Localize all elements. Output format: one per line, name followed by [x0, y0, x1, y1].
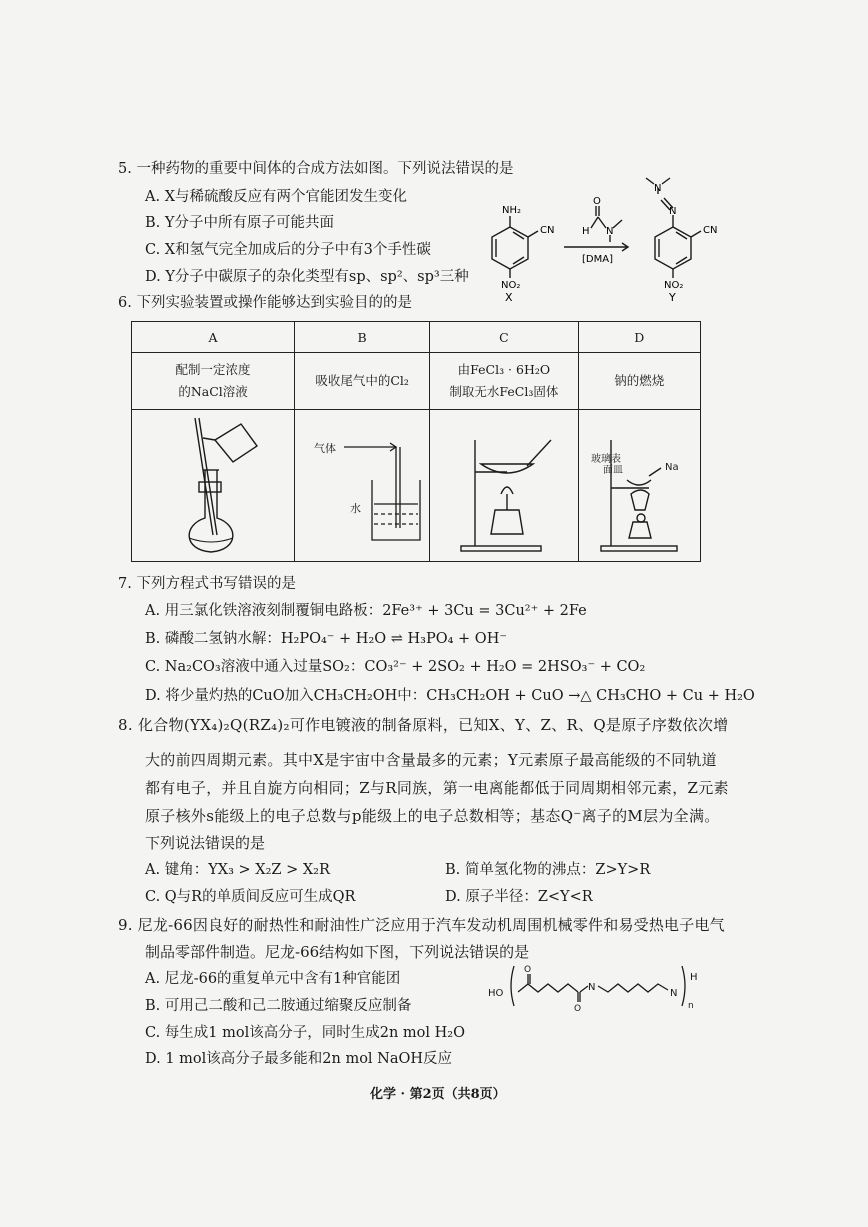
q6-desc-c: 由FeCl₃ · 6H₂O 制取无水FeCl₃固体 [430, 353, 578, 410]
nylon-o-bottom: O [574, 1004, 582, 1014]
q8-option-d: D. 原子半径：Z<Y<R [445, 889, 593, 905]
q5-y-no2: NO₂ [664, 280, 684, 291]
q8-option-c: C. Q与R的单质间反应可生成QR [145, 889, 356, 905]
q7-option-a: A. 用三氯化铁溶液刻制覆铜电路板：2Fe³⁺ + 3Cu = 3Cu²⁺ + 2Fe [145, 603, 587, 619]
q5-option-a: A. X与稀硫酸反应有两个官能团发生变化 [145, 189, 408, 205]
q5-dmf-h: H [582, 226, 590, 237]
q9-line-1: 9. 尼龙-66因良好的耐热性和耐油性广泛应用于汽车发动机周围机械零件和易受热电子电气 [118, 916, 725, 934]
nylon-n-1: N [588, 982, 596, 993]
q6-desc-a: 配制一定浓度 的NaCl溶液 [132, 353, 295, 410]
q6-header-d: D [578, 322, 700, 353]
q8-line-4: 原子核外s能级上的电子总数与p能级上的电子总数相等；基态Q⁻离子的M层为全满。 [145, 807, 720, 825]
q6-na-label: Na [665, 462, 679, 473]
q6-apparatus-c [430, 410, 578, 562]
q8-line-3: 都有电子，并且自旋方向相同；Z与R同族，第一电离能都低于同周期相邻元素，Z元素 [145, 779, 729, 797]
q5-dmf-o: O [593, 196, 601, 207]
evaporating-dish-icon [431, 410, 577, 558]
q7-option-c: C. Na₂CO₃溶液中通入过量SO₂：CO₃²⁻ + 2SO₂ + H₂O = 2HSO₃⁻ + CO₂ [145, 659, 646, 675]
beaker-icon [296, 410, 428, 558]
q9-option-c: C. 每生成1 mol该高分子，同时生成2n mol H₂O [145, 1025, 465, 1041]
q9-option-a: A. 尼龙-66的重复单元中含有1种官能团 [145, 971, 401, 987]
q6-gas-label: 气体 [314, 442, 337, 455]
nylon-o-top: O [524, 965, 532, 975]
q6-header-a: A [132, 322, 295, 353]
q8-line-1: 8. 化合物(YX₄)₂Q(RZ₄)₂可作电镀液的制备原料，已知X、Y、Z、R、Q是原子序数依次增 [118, 716, 729, 734]
q5-x-no2: NO₂ [501, 280, 521, 291]
nylon-h: H [690, 972, 698, 983]
q6-apparatus-a [132, 410, 295, 562]
q5-y-n1: N [654, 183, 662, 194]
q6-header-b: B [295, 322, 430, 353]
q8-option-b: B. 简单氢化物的沸点：Z>Y>R [445, 862, 651, 878]
q7-option-b: B. 磷酸二氢钠水解：H₂PO₄⁻ + H₂O ⇌ H₃PO₄ + OH⁻ [145, 631, 507, 647]
q5-dmf-n: N [606, 226, 614, 237]
q6-stem: 6. 下列实验装置或操作能够达到实验目的的是 [118, 295, 412, 311]
q8-option-a: A. 键角：YX₃ > X₂Z > X₂R [145, 862, 330, 878]
nylon-n-subscript: n [688, 1001, 694, 1011]
q9-line-2: 制品零部件制造。尼龙-66结构如下图，下列说法错误的是 [145, 943, 530, 961]
q8-line-2: 大的前四周期元素。其中X是宇宙中含量最多的元素；Y元素原子最高能级的不同轨道 [145, 751, 717, 769]
q6-apparatus-b [295, 410, 430, 562]
q6-header-c: C [430, 322, 578, 353]
q9-option-d: D. 1 mol该高分子最多能和2n mol NaOH反应 [145, 1051, 453, 1067]
nylon-66-structure [484, 960, 714, 1020]
q5-x-nh2: NH₂ [502, 205, 522, 216]
page-footer: 化学 · 第2页（共8页） [370, 1087, 506, 1102]
q7-option-d: D. 将少量灼热的CuO加入CH₃CH₂OH中：CH₃CH₂OH + CuO →△ CH₃CHO + Cu + H₂O [145, 688, 755, 704]
q6-dish-label-1: 玻璃表 [591, 454, 622, 465]
q5-option-c: C. X和氢气完全加成后的分子中有3个手性碳 [145, 242, 431, 258]
sodium-combustion-icon [579, 410, 699, 558]
q5-dma-label: [DMA] [582, 254, 613, 265]
q9-option-b: B. 可用己二酸和己二胺通过缩聚反应制备 [145, 998, 412, 1014]
q5-stem: 5. 一种药物的重要中间体的合成方法如图。下列说法错误的是 [118, 161, 514, 177]
nylon-ho: HO [488, 988, 504, 999]
q6-table [131, 321, 701, 562]
q5-reaction-scheme [478, 172, 748, 307]
q5-y-n2: N [669, 206, 677, 217]
q5-y-label: Y [669, 291, 676, 304]
nylon-n-2: N [670, 988, 678, 999]
q6-desc-d: 钠的燃烧 [578, 353, 700, 410]
q6-apparatus-d [578, 410, 700, 562]
q5-option-d: D. Y分子中碳原子的杂化类型有sp、sp²、sp³三种 [145, 269, 469, 285]
q6-dish-label-2: 面皿 [603, 465, 624, 476]
q6-water-label: 水 [350, 502, 362, 515]
q7-stem: 7. 下列方程式书写错误的是 [118, 576, 296, 592]
volumetric-flask-icon [133, 410, 293, 558]
q5-y-cn: CN [703, 225, 718, 236]
q5-x-cn: CN [540, 225, 555, 236]
q5-option-b: B. Y分子中所有原子可能共面 [145, 215, 334, 231]
q8-line-5: 下列说法错误的是 [145, 834, 266, 852]
q6-desc-b: 吸收尾气中的Cl₂ [295, 353, 430, 410]
q5-x-label: X [505, 291, 513, 304]
